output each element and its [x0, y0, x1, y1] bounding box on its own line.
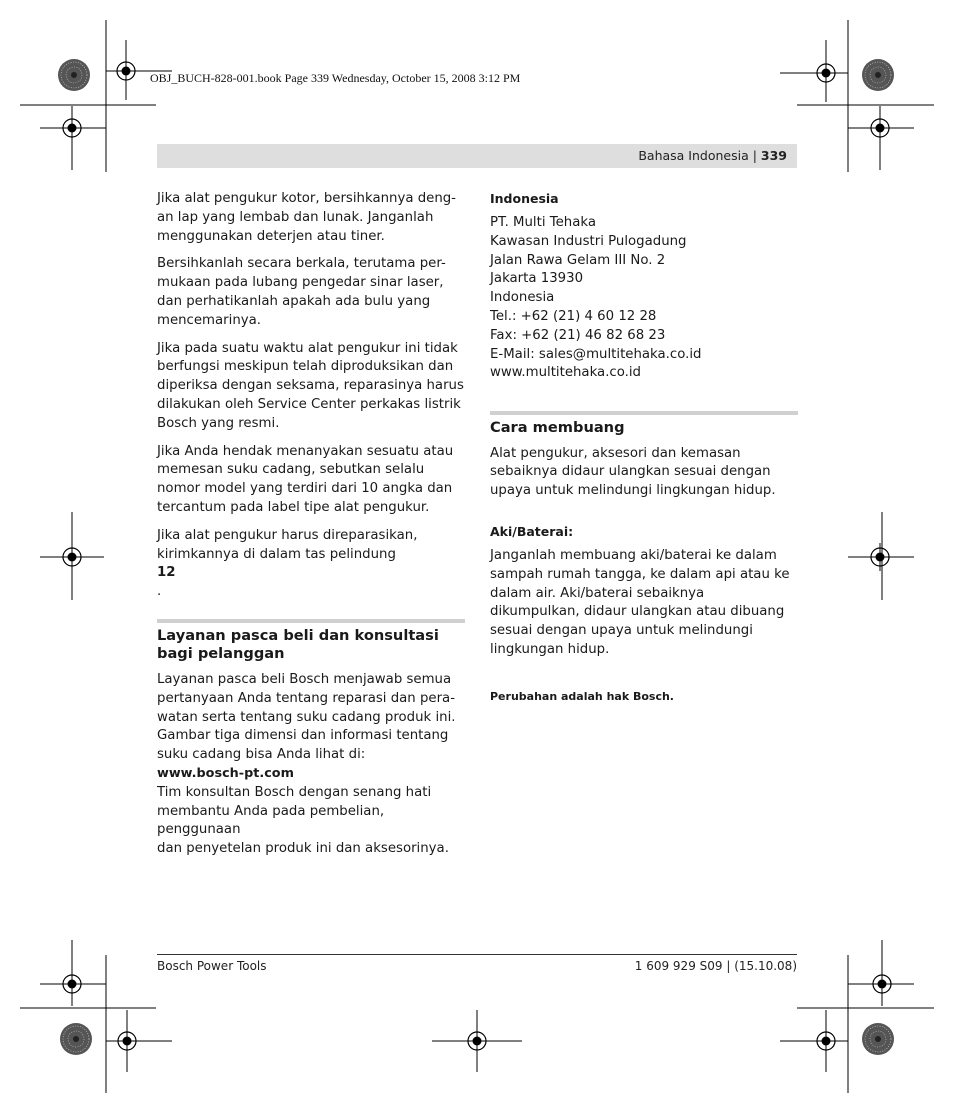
header-language: Bahasa Indonesia |: [638, 148, 761, 163]
print-slug: OBJ_BUCH-828-001.book Page 339 Wednesday, October 15, 2008 3:12 PM: [150, 71, 521, 85]
left-column: [157, 190, 465, 859]
page-number: 339: [760, 148, 787, 163]
paragraph-cleaning: Jika alat pengukur kotor, bersihkannya deng- an lap yang lembab dan lunak. Janganlah menggunakan deterjen atau tiner.: [157, 191, 456, 244]
section-title-disposal: Cara membuang: [490, 419, 625, 437]
address-block: PT. Multi Tehaka Kawasan Industri Pulogadung Jalan Rawa Gelam III No. 2 Jakarta 13930 Indonesia Tel.: +62 (21) 4 60 12 28 Fax: +62 (21) 46 82 68 23 E-Mail: sales@multitehaka.co.id www.multitehaka.co.id: [490, 214, 798, 383]
star-target-icon: [58, 59, 90, 91]
paragraph-battery: Janganlah membuang aki/baterai ke dalam sampah rumah tangga, ke dalam api atau ke dalam air. Aki/baterai sebaiknya dikumpulkan, didaur ulangkan atau dibuang sesuai dengan upaya untuk melindungi lingkungan hidup.: [490, 548, 790, 658]
battery-heading: Aki/Baterai:: [490, 524, 574, 540]
star-target-icon: [862, 59, 894, 91]
paragraph-send-repair: Jika alat pengukur harus direparasikan, kirimkannya di dalam tas pelindung 12 .: [157, 527, 418, 600]
section-rule: [157, 619, 465, 623]
star-target-icon: [60, 1023, 92, 1055]
paragraph-spare-parts: Jika Anda hendak menanyakan sesuatu atau memesan suku cadang, sebutkan selalu nomor model yang terdiri dari 10 angka dan tercantum pada label tipe alat pengukur.: [157, 443, 454, 515]
footer-brand: Bosch Power Tools: [157, 959, 267, 973]
website-link[interactable]: www.multitehaka.co.id: [490, 365, 641, 381]
page-header: [157, 144, 797, 168]
footer-doc-id: 1 609 929 S09 | (15.10.08): [634, 959, 797, 973]
star-target-icon: [862, 1023, 894, 1055]
paragraph-repair: Jika pada suatu waktu alat pengukur ini tidak berfungsi meskipun telah diproduksikan dan diperiksa dengan seksama, reparasinya harus dilakukan oleh Service Center perkakas listrik Bosch yang resmi.: [157, 340, 464, 431]
change-notice: Perubahan adalah hak Bosch.: [490, 689, 674, 703]
section-rule: [490, 411, 798, 415]
paragraph-disposal: Alat pengukur, aksesori dan kemasan sebaiknya didaur ulangkan sesuai dengan upaya untuk melindungi lingkungan hidup.: [490, 445, 776, 499]
section-title-service: Layanan pasca beli dan konsultasi bagi pelanggan: [157, 626, 439, 663]
bosch-website-link[interactable]: www.bosch-pt.com: [157, 765, 294, 781]
right-column: [490, 190, 798, 703]
footer-rule: [157, 954, 797, 955]
paragraph-regular-cleaning: Bersihkanlah secara berkala, terutama per- mukaan pada lubang pengedar sinar laser, dan perhatikanlah apakah ada bulu yang mencemarinya.: [157, 256, 446, 328]
paragraph-service: Layanan pasca beli Bosch menjawab semua pertanyaan Anda tentang reparasi dan pera- watan serta tentang suku cadang produk ini. Gambar tiga dimensi dan informasi tentang suku cadang bisa Anda lihat di: www.bosch-pt.com Tim konsultan Bosch dengan senang hati membantu Anda pada pembelian, penggunaan dan penyetelan produk ini dan aksesorinya.: [157, 671, 465, 859]
country-heading: Indonesia: [490, 191, 559, 206]
email-link[interactable]: E-Mail: sales@multitehaka.co.id: [490, 346, 702, 362]
